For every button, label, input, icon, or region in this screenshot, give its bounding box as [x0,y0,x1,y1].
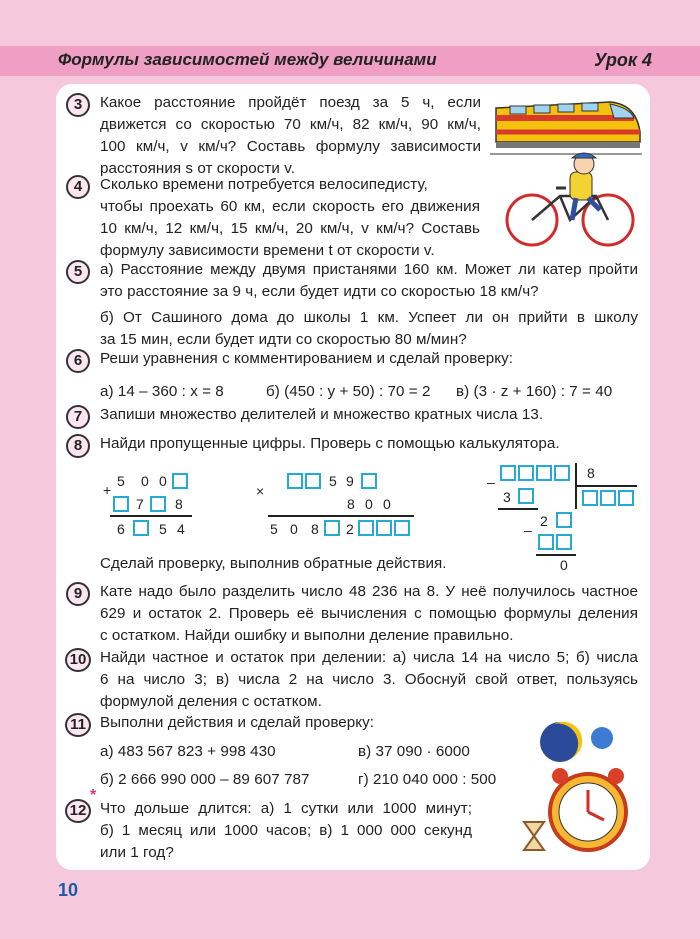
task-4-text [100,174,480,262]
missing-digit-box [556,512,572,528]
task-6-text: Реши уравнения с комментированием и сделай проверку: [100,350,514,367]
subtraction-line [498,508,538,510]
equation-a: а) 14 – 360 : x = 8 [100,383,224,400]
task-12-text [100,798,472,864]
equation-c: в) (3 · z + 160) : 7 = 40 [456,383,613,400]
task-10-number: 10 [65,648,91,672]
task-10-text [100,647,638,713]
digit: 0 [383,496,391,512]
digit: 0 [290,521,298,537]
task-9-line: Кате надо было разделить число 48 236 на 8. У неё получилось частное [100,583,638,600]
task-12-line: б) 1 месяц или 1000 часов; в) 1 000 000 секунд [100,822,472,839]
digit: 3 [503,489,511,505]
page-number: 10 [58,880,79,900]
missing-digit-box [287,473,303,489]
missing-digit-box [305,473,321,489]
minus-sign: – [524,522,532,538]
task-4-line: Сколько времени потребуется велосипедисту, [100,176,428,193]
digit: 8 [347,496,355,512]
missing-digit-box [582,490,598,506]
digit: 5 [270,521,278,537]
digit: 2 [540,513,548,529]
task-7-text: Запиши множество делителей и множество кратных числа 13. [100,406,544,423]
digit: 5 [159,521,167,537]
task-5-number: 5 [66,260,90,284]
task-9-number: 9 [66,582,90,606]
task-5b-line: б) От Сашиного дома до школы 1 км. Успеет ли он прийти в школу [100,309,638,326]
equation-b: б) (450 : y + 50) : 70 = 2 [266,383,431,400]
missing-digit-box [500,465,516,481]
missing-digit-box [361,473,377,489]
task-3-line: Какое расстояние пройдёт поезд за 5 ч, если [100,94,481,111]
sum-line [110,515,192,517]
clock-illustration [520,712,638,860]
difficulty-star: * [90,787,97,804]
missing-digit-box [376,520,392,536]
missing-digit-box [133,520,149,536]
times-sign: × [256,483,265,499]
task-8-number: 8 [66,434,90,458]
task-7-number: 7 [66,405,90,429]
divisor: 8 [587,465,595,481]
product-line [268,515,414,517]
task-5b-text [100,307,638,351]
missing-digit-box [554,465,570,481]
missing-digit-box [358,520,374,536]
plus-sign: + [103,482,112,498]
missing-digit-box [113,496,129,512]
missing-digit-box [518,488,534,504]
digit: 0 [365,496,373,512]
digit: 7 [136,496,144,512]
quotient-line [575,485,637,487]
task-3-text [100,92,481,180]
digit: 6 [117,521,125,537]
digit: 8 [175,496,183,512]
task-5a-line: а) Расстояние между двумя пристанями 160 км. Может ли катер пройти [100,261,638,278]
digit: 9 [346,473,354,489]
minus-sign: – [487,474,495,490]
digit: 8 [311,521,319,537]
task-8-text: Найди пропущенные цифры. Проверь с помощью калькулятора. [100,435,560,452]
task-5a-line: это расстояние за 9 ч, если будет идти со скоростью 18 км/ч? [100,283,539,300]
missing-digit-box [172,473,188,489]
task-11-text: Выполни действия и сделай проверку: [100,714,375,731]
task-3-line: движется со скоростью 70 км/ч, 82 км/ч, 90 км/ч, [100,116,481,133]
task-10-line: Найди частное и остаток при делении: а) числа 14 на число 5; б) числа [100,649,638,666]
task-4-line: чтобы проехать 60 км, если скорость его движения [100,198,480,215]
digit: 4 [177,521,185,537]
missing-digit-box [600,490,616,506]
remainder-line [536,554,576,556]
digit: 0 [159,473,167,489]
expression-g: г) 210 040 000 : 500 [358,771,497,788]
missing-digit-box [518,465,534,481]
task-8-check: Сделай проверку, выполнив обратные действия. [100,555,447,572]
task-10-line: 6 на число 3; в) числа 2 на число 3. Обоснуй свой ответ, пользуясь [100,671,638,688]
missing-digit-box [536,465,552,481]
lesson-number: Урок 4 [594,50,652,70]
expression-v: в) 37 090 · 6000 [358,743,470,760]
missing-digit-box [556,534,572,550]
task-9-text [100,581,638,647]
task-5a-text [100,259,638,303]
task-5b-line: за 15 мин, если будет идти со скоростью 80 м/мин? [100,331,467,348]
task-12-line: Что дольше длится: а) 1 сутки или 1000 минут; [100,800,472,817]
task-11-number: 11 [65,713,91,737]
digit: 5 [329,473,337,489]
task-9-line: 629 и остаток 2. Проверь её вычисления с помощью формулы деления [100,605,638,622]
missing-digit-box [538,534,554,550]
lesson-title: Формулы зависимостей между величинами [58,50,437,69]
task-6-number: 6 [66,349,90,373]
missing-digit-box [618,490,634,506]
task-12-number: 12 [65,799,91,823]
digit: 5 [117,473,125,489]
task-4-line: 10 км/ч, 12 км/ч, 15 км/ч, 20 км/ч, v км/ч? Составь [100,220,480,237]
missing-digit-box [394,520,410,536]
task-4-number: 4 [66,175,90,199]
missing-digit-box [150,496,166,512]
task-10-line: формулой деления с остатком. [100,693,322,710]
digit: 2 [346,521,354,537]
task-12-line: или 1 год? [100,844,174,861]
digit: 0 [141,473,149,489]
expression-a: а) 483 567 823 + 998 430 [100,743,276,760]
task-9-line: с остатком. Найди ошибку и выполни деление правильно. [100,627,514,644]
remainder: 0 [560,557,568,573]
task-3-number: 3 [66,93,90,117]
missing-digit-box [324,520,340,536]
expression-b: б) 2 666 990 000 – 89 607 787 [100,771,310,788]
task-4-line: формулу зависимости времени t от скорости v. [100,242,435,259]
task-3-line: 100 км/ч, v км/ч? Составь формулу зависимости [100,138,481,155]
task-3-line: расстояния s от скорости v. [100,160,295,177]
cyclist-illustration [500,150,640,250]
